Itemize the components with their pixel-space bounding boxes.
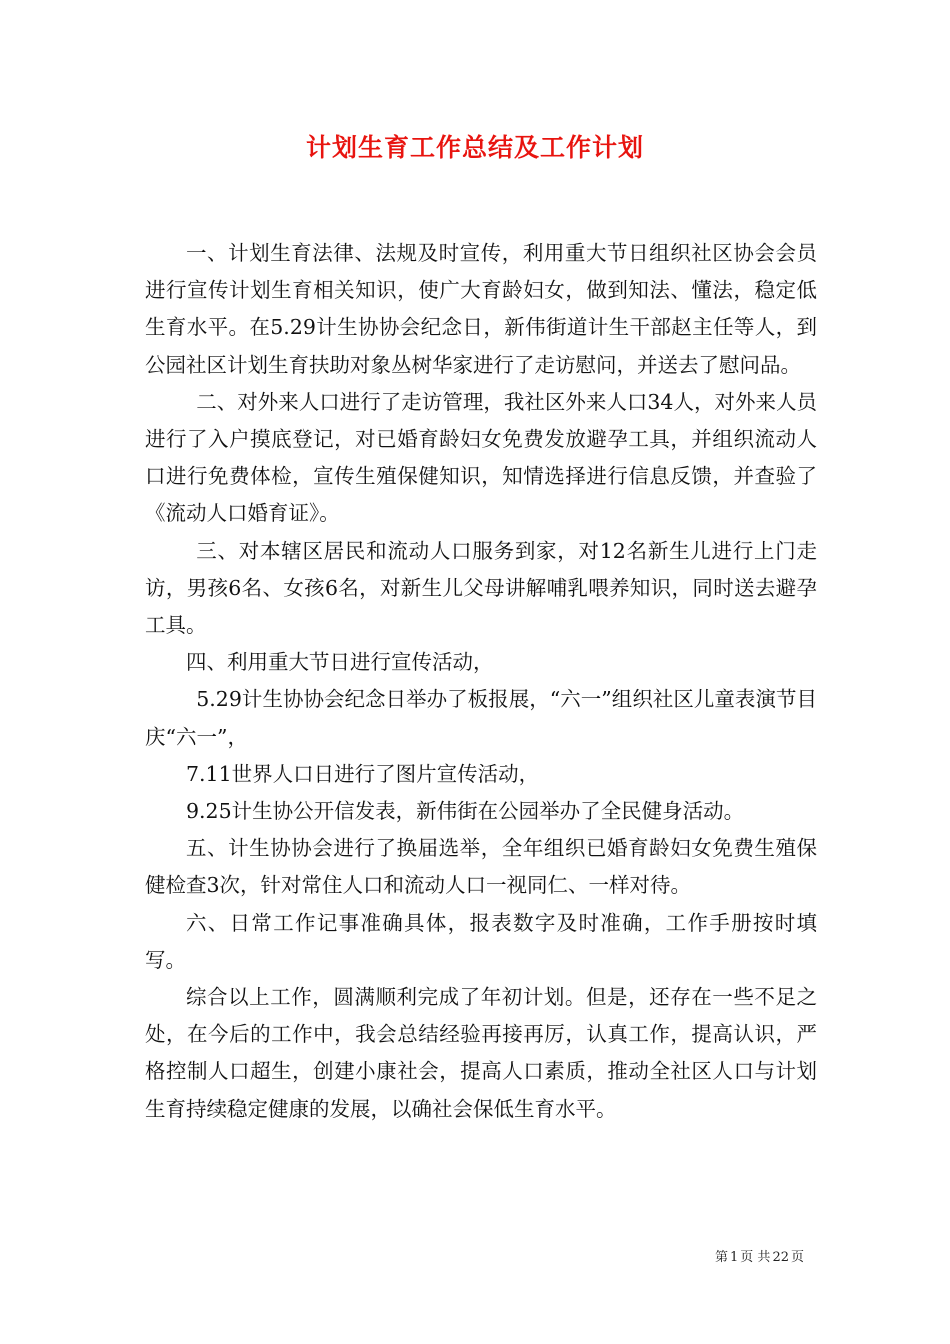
page-footer (0, 1246, 805, 1265)
footer-prefix: 第 (715, 1250, 729, 1265)
paragraph-9: 六、日常工作记事准确具体，报表数字及时准确，工作手册按时填写。 (145, 910, 817, 972)
paragraph-1: 一、计划生育法律、法规及时宣传，利用重大节日组织社区协会会员进行宣传计划生育相关知识，使广大育龄妇女，做到知法、懂法，稳定低生育水平。在5.29计生协协会纪念日，新伟街道计生干部赵主任等人，到公园社区计划生育扶助对象丛树华家进行了走访慰问，并送去了慰问品。 (145, 241, 817, 377)
footer-current-page: 1 (730, 1250, 739, 1265)
paragraph-10: 综合以上工作，圆满顺利完成了年初计划。但是，还存在一些不足之处，在今后的工作中，我会总结经验再接再厉，认真工作，提高认识，严格控制人口超生，创建小康社会，提高人口素质，推动全社区人口与计划生育持续稳定健康的发展，以确社会保低生育水平。 (145, 985, 817, 1121)
document-title: 计划生育工作总结及工作计划 (305, 133, 644, 162)
paragraph-4: 四、利用重大节日进行宣传活动， (186, 650, 494, 675)
footer-suffix: 页 (790, 1250, 804, 1265)
paragraph-3: 三、对本辖区居民和流动人口服务到家，对12名新生儿进行上门走访，男孩6名、女孩6名，对新生儿父母讲解哺乳喂养知识，同时送去避孕工具。 (145, 538, 817, 638)
paragraph-6: 7.11世界人口日进行了图片宣传活动， (186, 761, 540, 786)
document-body (145, 235, 817, 1128)
paragraph-5: 5.29计生协协会纪念日举办了板报展，“六一”组织社区儿童表演节目庆“六一”， (145, 687, 817, 749)
paragraph-8: 五、计生协协会进行了换届选举，全年组织已婚育龄妇女免费生殖保健检查3次，针对常住人口和流动人口一视同仁、一样对待。 (145, 836, 817, 898)
footer-middle: 页 共 (740, 1250, 771, 1265)
footer-total-pages: 22 (772, 1250, 789, 1265)
paragraph-7: 9.25计生协公开信发表，新伟街在公园举办了全民健身活动。 (186, 799, 745, 824)
paragraph-2: 二、对外来人口进行了走访管理，我社区外来人口34人，对外来人员进行了入户摸底登记，对已婚育龄妇女免费发放避孕工具，并组织流动人口进行免费体检，宣传生殖保健知识，知情选择进行信息反馈，并查验了《流动人口婚育证》。 (145, 389, 817, 526)
